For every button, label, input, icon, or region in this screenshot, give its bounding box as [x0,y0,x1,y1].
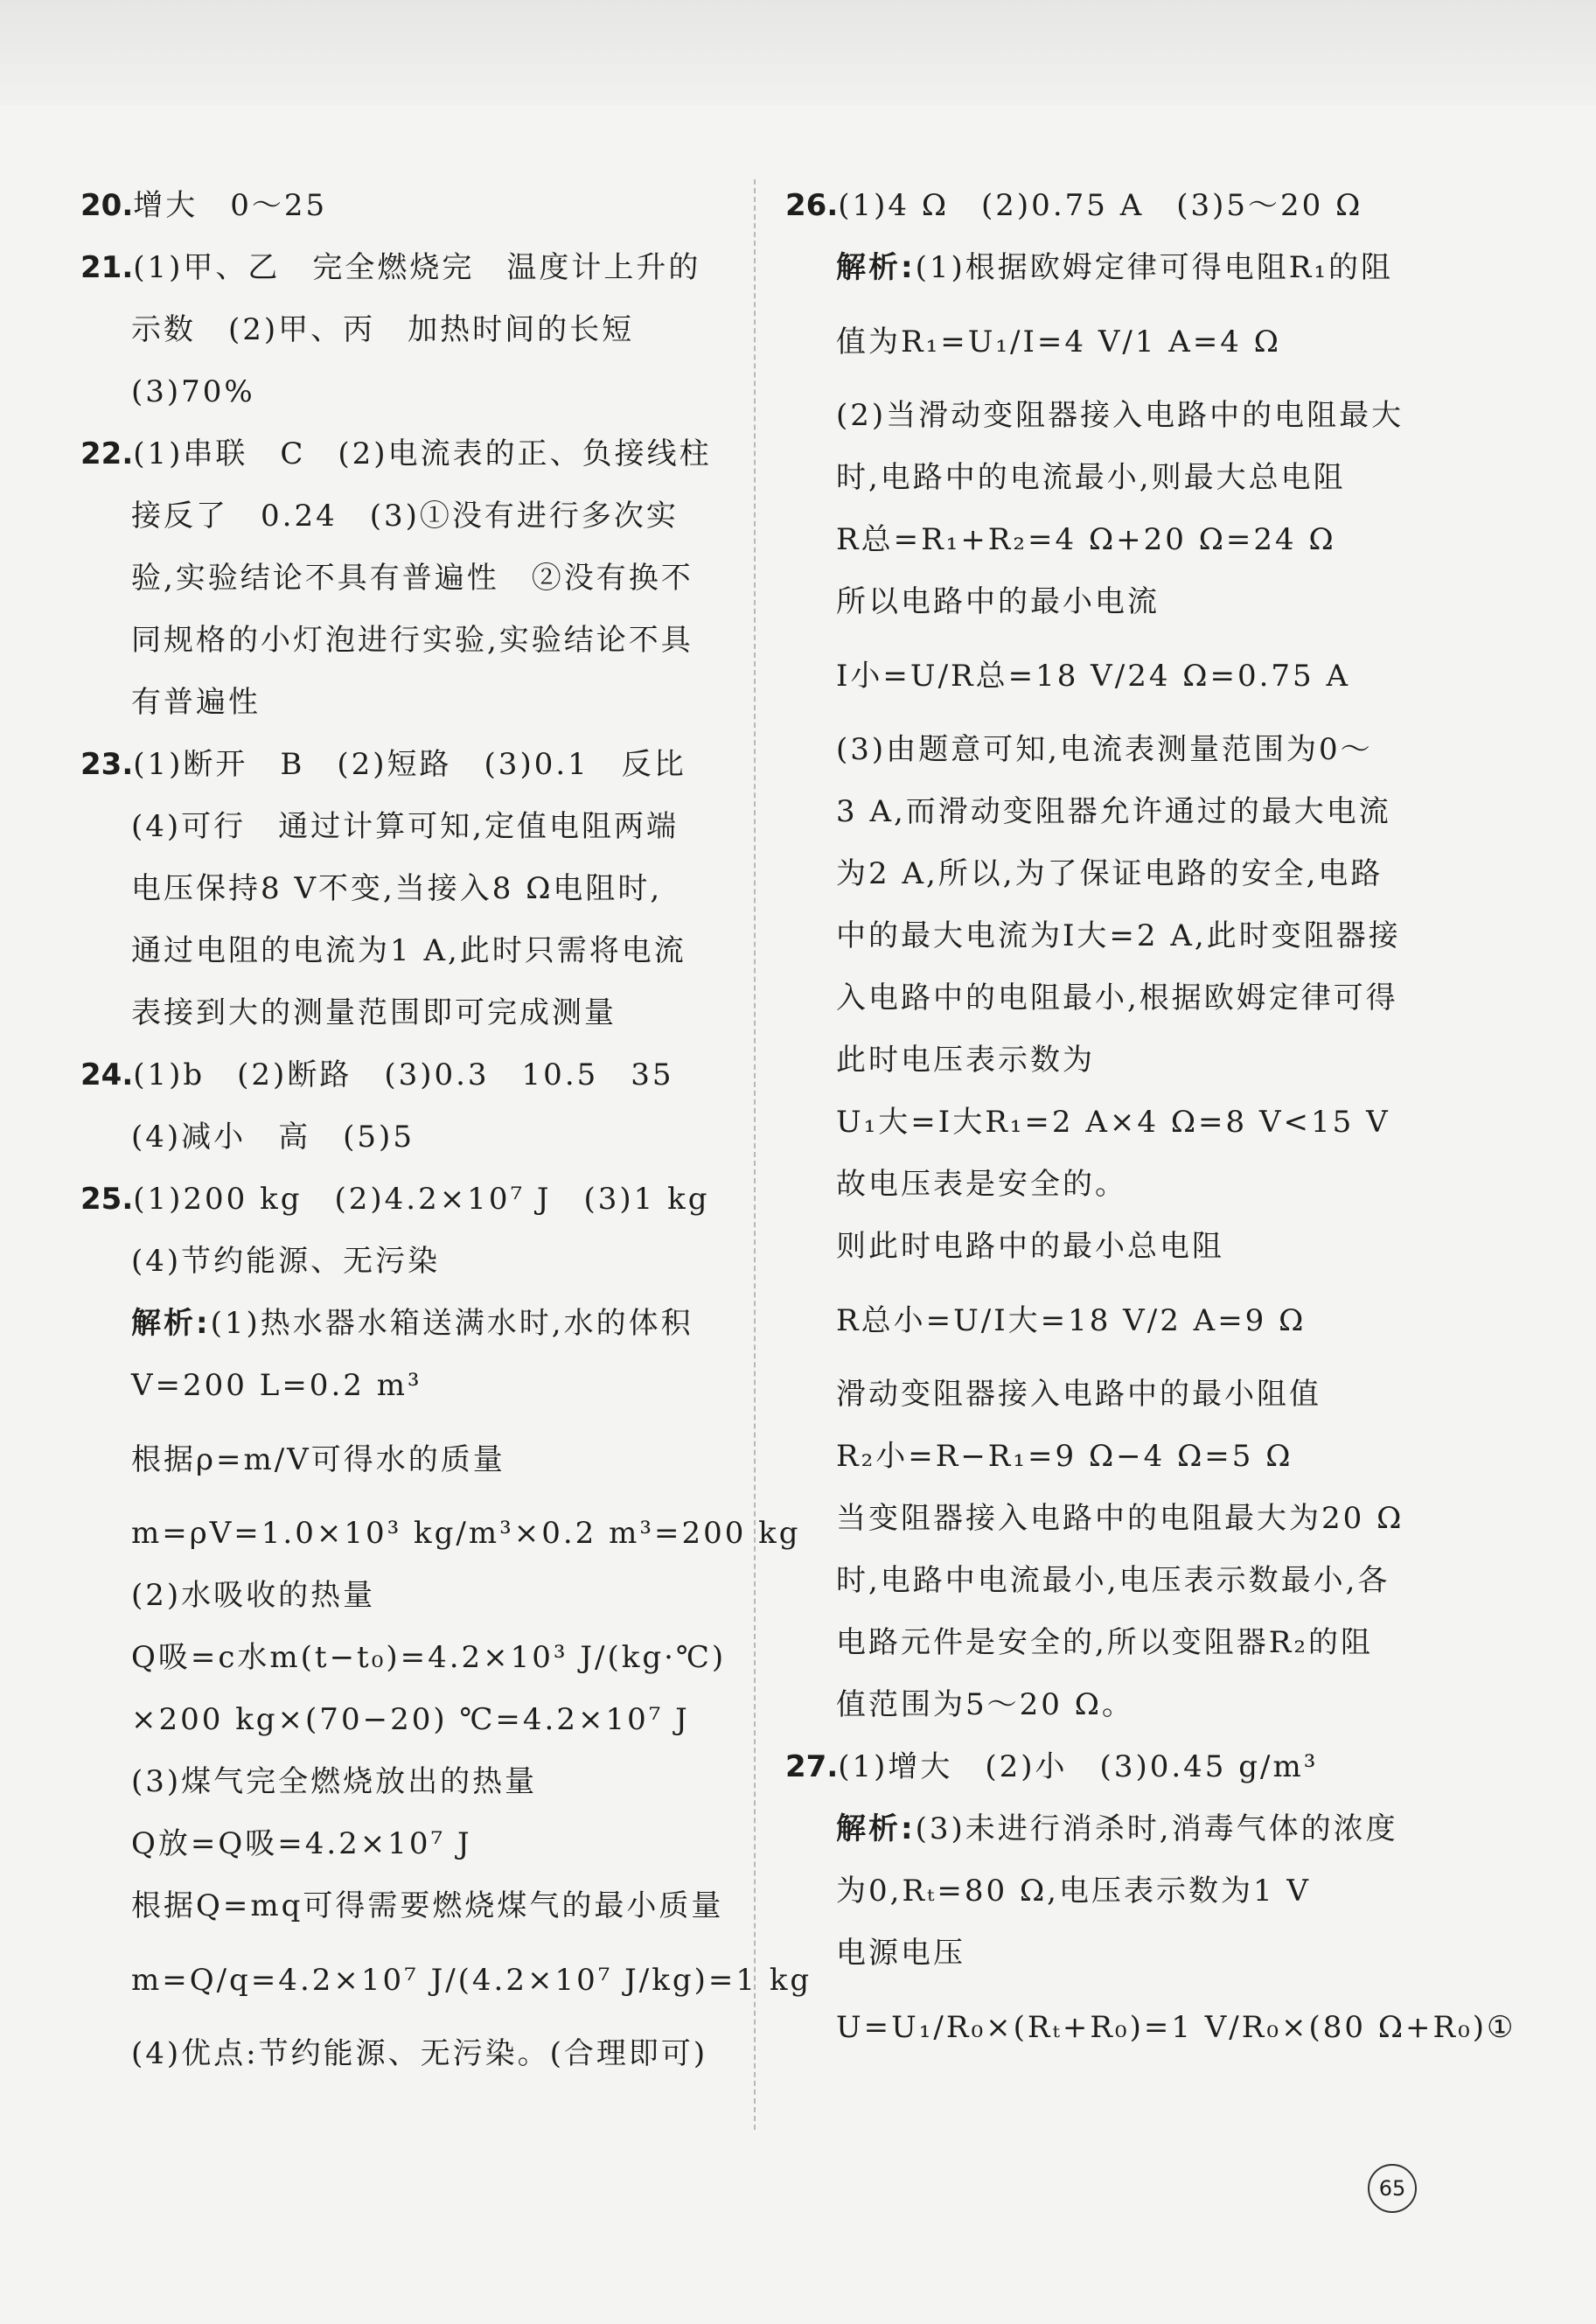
formula-text: 根据ρ=m/V可得水的质量 [131,1442,505,1477]
question-number: 25. [80,1182,134,1217]
answer-line [785,1923,1432,1985]
answer-line [785,1674,1432,1736]
line-text: R总=R₁+R₂=4 Ω+20 Ω=24 Ω [836,522,1336,557]
answer-line [785,1550,1432,1612]
answer-line [80,1503,801,1565]
answer-line [80,423,728,485]
line-text: V=200 L=0.2 m³ [131,1368,422,1403]
line-text: 为0,Rₜ=80 Ω,电压表示数为1 V [836,1874,1311,1909]
answer-line [80,1417,728,1503]
line-text: 增大 0～25 [133,188,328,223]
line-text: ×200 kg×(70−20) ℃=4.2×10⁷ J [131,1702,690,1737]
formula-text: R总小=U/I大=18 V/2 A=9 Ω [836,1303,1307,1338]
answer-line [80,1169,728,1231]
answer-line [785,299,1432,385]
analysis-label: 解析: [131,1306,211,1341]
line-text: (4)优点:节约能源、无污染。(合理即可) [131,2036,708,2071]
answer-line [80,2023,728,2085]
answer-line [80,361,728,423]
answer-line [785,1985,1516,2070]
line-text: (1)增大 (2)小 (3)0.45 g/m³ [838,1749,1319,1784]
answer-line [785,237,1432,299]
line-text: 示数 (2)甲、丙 加热时间的长短 [131,312,635,347]
line-text: 此时电压表示数为 [836,1043,1095,1078]
question-number: 27. [785,1749,839,1784]
answer-line [80,920,728,982]
answer-line [785,1278,1432,1364]
line-text: (1)断开 B (2)短路 (3)0.1 反比 [133,747,686,782]
answer-line [80,1106,728,1169]
answer-line [80,1355,728,1417]
answer-line [785,1860,1432,1923]
answer-line [785,509,1432,571]
line-text: 入电路中的电阻最小,根据欧姆定律可得 [836,981,1398,1015]
line-text: 通过电阻的电流为1 A,此时只需将电流 [131,933,686,968]
line-text: 当变阻器接入电路中的电阻最大为20 Ω [836,1501,1404,1536]
question-number: 22. [80,436,134,471]
line-text: Q放=Q吸=4.2×10⁷ J [131,1826,472,1861]
line-text: (1)串联 C (2)电流表的正、负接线柱 [133,436,712,471]
question-number: 20. [80,188,134,223]
line-text: 所以电路中的最小电流 [836,584,1160,619]
line-text: (4)节约能源、无污染 [131,1244,441,1279]
answer-line [785,1798,1432,1860]
line-text: 时,电路中电流最小,电压表示数最小,各 [836,1563,1390,1598]
page-number: 65 [1368,2164,1417,2213]
line-text: (3)70% [131,374,255,409]
column-divider [754,179,756,2130]
line-text: 有普遍性 [131,685,261,720]
answer-line [80,237,728,299]
answer-line [785,1216,1432,1278]
line-text: m=ρV=1.0×10³ kg/m³×0.2 m³=200 kg [131,1516,801,1551]
answer-line [785,1612,1432,1674]
question-number: 21. [80,250,134,285]
line-text: (4)可行 通过计算可知,定值电阻两端 [131,809,679,844]
answer-line [80,1875,728,1937]
question-number: 26. [785,188,839,223]
answer-line [785,781,1432,843]
answer-line [785,1029,1432,1092]
formula-text: 值为R₁=U₁/I=4 V/1 A=4 Ω [836,325,1281,359]
answer-line [80,1293,728,1355]
line-text: Q吸=c水m(t−t₀)=4.2×10³ J/(kg·℃) [131,1640,727,1675]
question-number: 23. [80,747,134,782]
line-text: 电压保持8 V不变,当接入8 Ω电阻时, [131,871,663,906]
scan-top-band [0,0,1596,105]
line-text: 滑动变阻器接入电路中的最小阻值 [836,1377,1321,1412]
line-text: 为2 A,所以,为了保证电路的安全,电路 [836,856,1383,891]
answer-line [80,1231,728,1293]
line-text: (1)4 Ω (2)0.75 A (3)5～20 Ω [838,188,1363,223]
answer-line [80,1627,728,1689]
answer-line [80,175,728,237]
answer-line [80,610,728,672]
answer-line [80,1937,812,2023]
line-text: 接反了 0.24 (3)①没有进行多次实 [131,499,679,534]
answer-line [80,734,728,796]
answer-line [80,796,728,858]
line-text: (2)当滑动变阻器接入电路中的电阻最大 [836,398,1404,433]
line-text: 3 A,而滑动变阻器允许通过的最大电流 [836,794,1391,829]
line-text: 值范围为5～20 Ω。 [836,1687,1134,1722]
line-text: (1)根据欧姆定律可得电阻R₁的阻 [915,250,1393,285]
answer-line [80,982,728,1044]
answer-line [785,175,1432,237]
line-text: 根据Q=mq可得需要燃烧煤气的最小质量 [131,1888,724,1923]
answer-line [785,571,1432,633]
answer-line [80,1044,728,1106]
answer-line [80,1813,728,1875]
answer-line [785,633,1432,719]
answer-line [785,719,1432,781]
answer-line [785,1736,1432,1798]
line-text: 则此时电路中的最小总电阻 [836,1229,1224,1264]
line-text: (1)200 kg (2)4.2×10⁷ J (3)1 kg [133,1182,710,1217]
answer-line [80,485,728,548]
line-text: U₁大=I大R₁=2 A×4 Ω=8 V<15 V [836,1105,1390,1140]
answer-line [785,1364,1432,1426]
line-text: 中的最大电流为I大=2 A,此时变阻器接 [836,918,1401,953]
line-text: (1)热水器水箱送满水时,水的体积 [210,1306,693,1341]
line-text: 时,电路中的电流最小,则最大总电阻 [836,460,1346,495]
formula-text: m=Q/q=4.2×10⁷ J/(4.2×10⁷ J/kg)=1 kg [131,1963,812,1998]
analysis-label: 解析: [836,1811,916,1846]
answer-line [785,843,1432,905]
question-number: 24. [80,1057,134,1092]
line-text: (1)甲、乙 完全燃烧完 温度计上升的 [133,250,701,285]
answer-line [80,1751,728,1813]
line-text: (4)减小 高 (5)5 [131,1120,415,1155]
line-text: 验,实验结论不具有普遍性 ②没有换不 [131,561,693,596]
line-text: (1)b (2)断路 (3)0.3 10.5 35 [133,1057,674,1092]
line-text: 故电压表是安全的。 [836,1167,1127,1202]
answer-line [785,967,1432,1029]
answer-line [785,1154,1432,1216]
answer-line [785,1488,1432,1550]
answer-line [80,672,728,734]
answer-line [80,858,728,920]
answer-line [80,1565,728,1627]
answer-line [80,1689,728,1751]
formula-text: I小=U/R总=18 V/24 Ω=0.75 A [836,659,1351,694]
line-text: (2)水吸收的热量 [131,1578,376,1613]
line-text: (3)煤气完全燃烧放出的热量 [131,1764,538,1799]
line-text: 电路元件是安全的,所以变阻器R₂的阻 [836,1625,1374,1660]
right-column [785,175,1516,2070]
answer-line [785,905,1432,967]
analysis-label: 解析: [836,250,916,285]
formula-text: U=U₁/R₀×(Rₜ+R₀)=1 V/R₀×(80 Ω+R₀)① [836,2010,1516,2045]
line-text: 电源电压 [836,1936,965,1971]
line-text: (3)由题意可知,电流表测量范围为0～ [836,732,1373,767]
answer-line [80,299,728,361]
answer-line [80,548,728,610]
line-text: 表接到大的测量范围即可完成测量 [131,995,617,1030]
answer-line [785,1092,1432,1154]
line-text: R₂小=R−R₁=9 Ω−4 Ω=5 Ω [836,1439,1293,1474]
line-text: (3)未进行消杀时,消毒气体的浓度 [915,1811,1398,1846]
answer-line [785,385,1432,447]
answer-line [785,447,1432,509]
line-text: 同规格的小灯泡进行实验,实验结论不具 [131,623,693,658]
answer-line [785,1426,1432,1488]
